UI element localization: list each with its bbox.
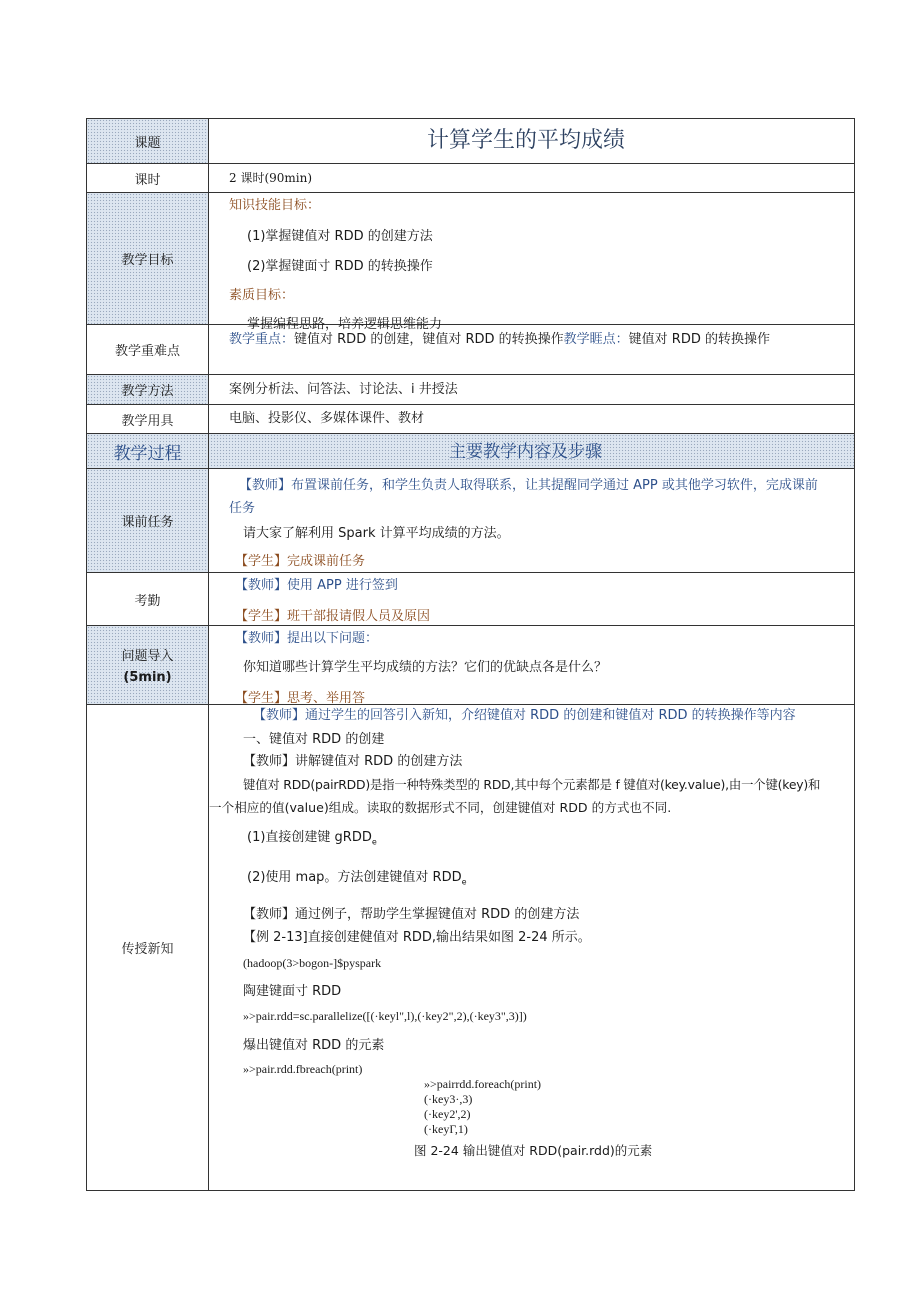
methods-row [87,375,854,405]
key-point-tag: 教学重点： [229,332,295,347]
figure-2-24 [424,1077,664,1137]
method-1-sub: e [371,837,377,847]
teaching-line-4: 键值对 RDD(pairRDD)是指一种特殊类型的 RDD,其中每个元素都是 f 键值对(key.value),由一个键(key)和 [243,777,821,792]
code-line-2: »>pair.rdd=sc.parallelize([(·keyl",l),(·key2",2),(·key3",3)]) [243,1009,527,1023]
teaching-line-6 [247,829,377,852]
teaching-label: 传授新知 [87,705,209,1190]
intro-row [87,626,854,705]
key-point-text: 键值对 RDD 的创建，键值对 RDD 的转换操作 [294,332,564,347]
teaching-line-9: 【例 2-13]直接创建健值对 RDD,输出结果如图 2-24 所示。 [243,930,591,945]
objective-item-1: (1)掌握键值对 RDD 的创建方法 [247,229,433,244]
knowledge-heading: 知识技能目标： [229,198,321,213]
difficulty-text: 键值对 RDD 的转换操作 [628,332,770,347]
teaching-line-1: 【教师】通过学生的回答引入新知，介绍键值对 RDD 的创建和键值对 RDD 的转换操作等内容 [253,708,796,723]
code-line-1: (hadoop(3>bogon-]$pyspark [243,956,382,970]
lesson-plan-table [86,118,855,1191]
intro-label-text: 问题导入 [121,649,174,664]
teaching-line-11: 爆出键值对 RDD 的元素 [243,1038,385,1053]
keypoints-row [87,325,854,375]
method-1-text: (1)直接创建键 gRDD [247,830,372,845]
intro-teacher: 【教师】提出以下问题： [235,631,379,646]
attendance-label: 考勤 [87,573,209,625]
teaching-line-2: 一、键值对 RDD 的创建 [243,732,385,747]
tools-value: 电脑、投影仪、多媒体课件、教材 [229,411,425,426]
figure-line-3: (·key2',2) [424,1107,471,1121]
methods-value: 案例分析法、问答法、讨论法、i 井授法 [229,382,458,397]
figure-caption: 图 2-24 输出键值对 RDD(pair.rdd)的元素 [414,1143,653,1158]
quality-heading: 素质目标： [229,288,295,303]
teaching-line-8: 【教师】通过例子，帮助学生掌握键值对 RDD 的创建方法 [243,907,580,922]
pre-task-label: 课前任务 [87,469,209,572]
keypoints-text [229,331,770,349]
pre-task-teacher-line1: 【教师】布置课前任务，和学生负责人取得联系，让其提醒同学通过 APP 或其他学习软件，完成课前 [239,478,818,493]
teaching-line-3: 【教师】讲解键值对 RDD 的创建方法 [243,754,463,769]
topic-label: 课题 [87,119,209,163]
hours-row [87,164,854,193]
hours-value: 2 课时(90min) [229,171,313,185]
attendance-row [87,573,854,626]
difficulty-tag: 教学睚点： [563,332,629,347]
attendance-teacher: 【教师】使用 APP 进行签到 [235,578,398,593]
objectives-label: 教学目标 [87,193,209,324]
tools-row [87,405,854,434]
figure-line-4: (·keyΓ,1) [424,1122,468,1136]
code-line-3: »>pair.rdd.fbreach(print) [243,1062,363,1076]
pre-task-teacher-line2: 任务 [229,501,256,516]
process-header-left: 教学过程 [87,434,209,468]
figure-line-1: »>pairrdd.foreach(print) [424,1077,542,1091]
process-header-row [87,434,854,469]
pre-task-student: 【学生】完成课前任务 [235,554,366,569]
teaching-line-5: 一个相应的值(value)组成。读取的数据形式不同，创建键值对 RDD 的方式也不同. [209,800,672,815]
teaching-line-10: 陶建键面寸 RDD [243,984,342,999]
hours-label: 课时 [87,164,209,192]
attendance-student: 【学生】班干部报请假人员及原因 [235,609,431,624]
intro-duration: (5min) [123,670,172,685]
intro-label [87,626,209,704]
quality-cut-line: 掌握编程思路，培养逻辑思维能力 [247,317,443,332]
intro-question: 你知道哪些计算学生平均成绩的方法？它们的优缺点各是什么？ [243,660,608,675]
method-2-sub: e [461,877,467,887]
method-2-text: (2)使用 map。方法创建键值对 RDD [247,870,462,885]
objective-item-2: (2)掌握键面寸 RDD 的转换操作 [247,259,433,274]
intro-student: 【学生】思考、举用答 [235,691,366,706]
lesson-title: 计算学生的平均成绩 [427,128,626,153]
figure-line-2: (·key3·,3) [424,1092,473,1106]
teaching-line-7 [247,869,467,892]
process-header-right: 主要教学内容及步骤 [449,442,602,462]
pre-task-row [87,469,854,573]
tools-label: 教学用具 [87,405,209,433]
topic-row [87,119,854,164]
pre-task-body: 请大家了解利用 Spark 计算平均成绩的方法。 [243,526,510,541]
keypoints-label: 教学重难点 [87,325,209,374]
methods-label: 教学方法 [87,375,209,404]
teaching-row [87,705,854,1190]
objectives-row [87,193,854,332]
